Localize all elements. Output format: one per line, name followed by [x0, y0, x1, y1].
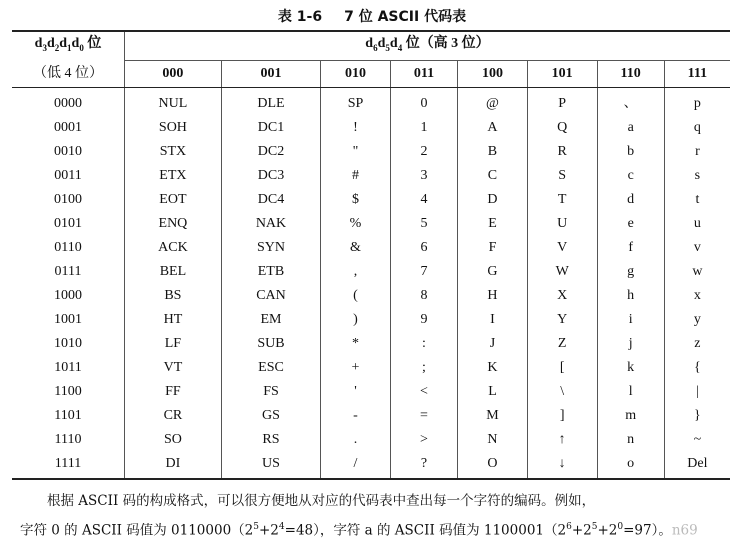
- table-cell: DC2: [221, 140, 320, 164]
- table-cell: 、: [597, 88, 664, 117]
- row-binary-code: 0101: [12, 212, 125, 236]
- column-header: 001: [221, 61, 320, 88]
- table-cell: <: [390, 380, 457, 404]
- table-row: [12, 284, 730, 308]
- table-cell: Del: [664, 452, 730, 479]
- table-cell: EOT: [125, 188, 222, 212]
- table-cell: h: [597, 284, 664, 308]
- table-cell: c: [597, 164, 664, 188]
- ascii-table: [12, 30, 730, 480]
- column-header: 111: [664, 61, 730, 88]
- table-cell: DC4: [221, 188, 320, 212]
- table-cell: 3: [390, 164, 457, 188]
- table-cell: BEL: [125, 260, 222, 284]
- table-cell: 0: [390, 88, 457, 117]
- table-cell: k: [597, 356, 664, 380]
- column-header: 011: [390, 61, 457, 88]
- table-cell: f: [597, 236, 664, 260]
- table-cell: t: [695, 192, 700, 207]
- table-cell: J: [458, 332, 528, 356]
- table-row: [12, 428, 730, 452]
- row-binary-code: 0011: [12, 164, 125, 188]
- paragraph-line-2: 字符 0 的 ASCII 码值为 $0110000(2^5+2^4=48)$，字符 a 的 ASCII 码值为 $1100001(2^6+2^5+2^0=97)$。n69: [20, 522, 698, 539]
- table-cell: m: [597, 404, 664, 428]
- table-cell: }: [694, 408, 701, 423]
- table-cell: q: [693, 120, 701, 135]
- table-cell: VT: [125, 356, 222, 380]
- header-row-top: [12, 31, 730, 61]
- table-cell: a: [597, 116, 664, 140]
- table-cell: P: [527, 88, 597, 117]
- table-cell: L: [458, 380, 528, 404]
- table-title: 7 位 ASCII 代码表: [344, 9, 467, 25]
- table-cell: -: [321, 404, 391, 428]
- table-cell: z: [694, 336, 701, 351]
- table-cell: ': [321, 380, 391, 404]
- table-cell: ?: [390, 452, 457, 479]
- table-cell: /: [321, 452, 391, 479]
- table-cell: %: [321, 212, 391, 236]
- table-cell: ↑: [527, 428, 597, 452]
- table-cell: ETX: [125, 164, 222, 188]
- table-cell: &: [321, 236, 391, 260]
- table-row: [12, 140, 730, 164]
- table-row: [12, 188, 730, 212]
- table-cell: STX: [125, 140, 222, 164]
- table-cell: [: [527, 356, 597, 380]
- row-binary-code: 0111: [12, 260, 125, 284]
- table-cell: x: [693, 288, 701, 303]
- table-cell: 2: [390, 140, 457, 164]
- table-row: [12, 116, 730, 140]
- table-cell: +: [321, 356, 391, 380]
- table-cell: SP: [321, 88, 391, 117]
- row-binary-code: 0100: [12, 188, 125, 212]
- paragraph-line-1: 根据 ASCII 码的构成格式，可以很方便地从对应的代码表中查出每一个字符的编码。例如，: [47, 493, 596, 509]
- table-row: [12, 212, 730, 236]
- col-head-label: $d_6d_5d_4$ 位（高 3 位）: [125, 31, 731, 61]
- table-cell: FS: [221, 380, 320, 404]
- table-caption: [0, 6, 744, 26]
- row-binary-code: 0010: [12, 140, 125, 164]
- table-cell: 9: [390, 308, 457, 332]
- table-cell: FF: [125, 380, 222, 404]
- table-cell: NAK: [221, 212, 320, 236]
- table-cell: g: [597, 260, 664, 284]
- table-cell: US: [221, 452, 320, 479]
- row-binary-code: 0001: [12, 116, 125, 140]
- table-cell: GS: [221, 404, 320, 428]
- table-row: [12, 260, 730, 284]
- table-cell: s: [694, 168, 701, 183]
- row-binary-code: 1010: [12, 332, 125, 356]
- table-cell: 8: [390, 284, 457, 308]
- table-cell: EM: [221, 308, 320, 332]
- row-head-sub: （低 4 位）: [12, 61, 125, 88]
- table-cell: HT: [125, 308, 222, 332]
- table-cell: BS: [125, 284, 222, 308]
- column-header: 000: [125, 61, 222, 88]
- table-cell: .: [321, 428, 391, 452]
- table-cell: @: [458, 88, 528, 117]
- table-cell: ,: [321, 260, 391, 284]
- table-cell: ;: [390, 356, 457, 380]
- table-cell: >: [390, 428, 457, 452]
- table-body: [12, 88, 730, 480]
- table-row: [12, 356, 730, 380]
- table-cell: l: [597, 380, 664, 404]
- table-cell: CR: [125, 404, 222, 428]
- table-cell: SUB: [221, 332, 320, 356]
- column-header: 101: [527, 61, 597, 88]
- table-cell: ENQ: [125, 212, 222, 236]
- table-cell: G: [458, 260, 528, 284]
- table-cell: j: [597, 332, 664, 356]
- table-cell: *: [321, 332, 391, 356]
- table-cell: ETB: [221, 260, 320, 284]
- watermark-text: n69: [671, 522, 698, 539]
- table-cell: O: [458, 452, 528, 479]
- table-row: [12, 308, 730, 332]
- row-binary-code: 0110: [12, 236, 125, 260]
- table-cell: 4: [390, 188, 457, 212]
- table-cell: DLE: [221, 88, 320, 117]
- table-cell: ]: [527, 404, 597, 428]
- table-cell: H: [458, 284, 528, 308]
- table-cell: T: [527, 188, 597, 212]
- explanation-paragraph: [20, 488, 732, 544]
- table-cell: v: [693, 240, 701, 255]
- table-cell: SO: [125, 428, 222, 452]
- table-cell: e: [597, 212, 664, 236]
- table-row: [12, 332, 730, 356]
- table-cell: S: [527, 164, 597, 188]
- row-binary-code: 1111: [12, 452, 125, 479]
- table-cell: ": [321, 140, 391, 164]
- row-binary-code: 0000: [12, 88, 125, 117]
- table-cell: n: [597, 428, 664, 452]
- column-header: 100: [458, 61, 528, 88]
- table-cell: B: [458, 140, 528, 164]
- table-cell: R: [527, 140, 597, 164]
- table-row: [12, 452, 730, 479]
- table-cell: SOH: [125, 116, 222, 140]
- table-row: [12, 88, 730, 117]
- table-cell: \: [527, 380, 597, 404]
- table-cell: ESC: [221, 356, 320, 380]
- table-cell: LF: [125, 332, 222, 356]
- table-cell: ): [321, 308, 391, 332]
- table-cell: 5: [390, 212, 457, 236]
- table-cell: SYN: [221, 236, 320, 260]
- table-cell: {: [694, 360, 701, 375]
- table-cell: (: [321, 284, 391, 308]
- row-binary-code: 1101: [12, 404, 125, 428]
- table-row: [12, 404, 730, 428]
- table-cell: V: [527, 236, 597, 260]
- table-cell: N: [458, 428, 528, 452]
- table-cell: X: [527, 284, 597, 308]
- table-cell: NUL: [125, 88, 222, 117]
- table-cell: d: [597, 188, 664, 212]
- table-row: [12, 380, 730, 404]
- table-cell: 6: [390, 236, 457, 260]
- table-cell: b: [597, 140, 664, 164]
- table-cell: RS: [221, 428, 320, 452]
- table-cell: Q: [527, 116, 597, 140]
- table-cell: !: [321, 116, 391, 140]
- row-binary-code: 1110: [12, 428, 125, 452]
- table-cell: I: [458, 308, 528, 332]
- row-binary-code: 1000: [12, 284, 125, 308]
- table-cell: A: [458, 116, 528, 140]
- table-cell: =: [390, 404, 457, 428]
- table-number: 表 1-6: [277, 9, 323, 25]
- table-cell: 7: [390, 260, 457, 284]
- table-cell: u: [693, 216, 701, 231]
- table-cell: ~: [693, 432, 702, 447]
- row-binary-code: 1001: [12, 308, 125, 332]
- table-cell: |: [696, 384, 699, 399]
- table-cell: E: [458, 212, 528, 236]
- table-cell: W: [527, 260, 597, 284]
- table-cell: ↓: [527, 452, 597, 479]
- table-cell: CAN: [221, 284, 320, 308]
- table-cell: ACK: [125, 236, 222, 260]
- table-cell: C: [458, 164, 528, 188]
- column-header: 010: [321, 61, 391, 88]
- table-row: [12, 236, 730, 260]
- table-cell: y: [693, 312, 701, 327]
- table-cell: DC3: [221, 164, 320, 188]
- row-binary-code: 1011: [12, 356, 125, 380]
- table-cell: K: [458, 356, 528, 380]
- table-cell: F: [458, 236, 528, 260]
- table-cell: o: [597, 452, 664, 479]
- table-cell: :: [390, 332, 457, 356]
- table-cell: $: [321, 188, 391, 212]
- header-row-columns: [12, 61, 730, 88]
- table-cell: #: [321, 164, 391, 188]
- table-cell: DI: [125, 452, 222, 479]
- row-head-label: $d_3d_2d_1d_0$ 位: [12, 31, 125, 61]
- table-cell: DC1: [221, 116, 320, 140]
- table-cell: 1: [390, 116, 457, 140]
- row-binary-code: 1100: [12, 380, 125, 404]
- table-cell: D: [458, 188, 528, 212]
- column-header: 110: [597, 61, 664, 88]
- table-row: [12, 164, 730, 188]
- table-cell: Z: [527, 332, 597, 356]
- table-cell: r: [695, 144, 700, 159]
- table-cell: i: [597, 308, 664, 332]
- table-cell: M: [458, 404, 528, 428]
- table-cell: p: [693, 96, 701, 111]
- table-cell: U: [527, 212, 597, 236]
- table-cell: w: [692, 264, 703, 279]
- table-cell: Y: [527, 308, 597, 332]
